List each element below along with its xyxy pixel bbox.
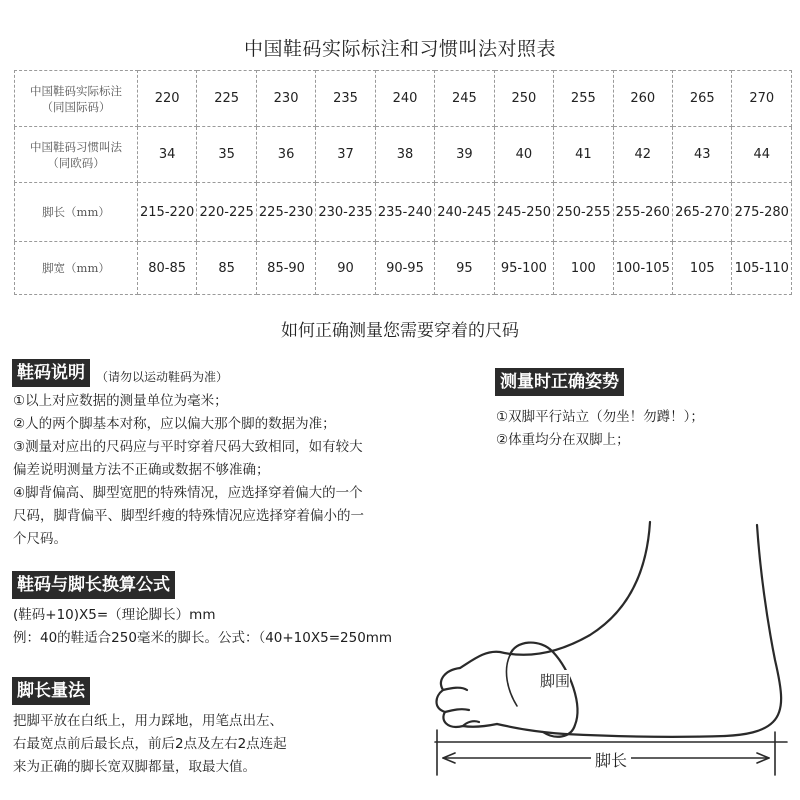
formula-line: (鞋码+10)X5=（理论脚长）mm xyxy=(13,607,216,623)
size-cell: 100-105 xyxy=(613,242,672,295)
row-header-line: （同欧码） xyxy=(47,155,105,170)
size-row xyxy=(15,127,792,183)
size-cell: 275-280 xyxy=(732,183,792,242)
size-note-line: ④脚背偏高、脚型宽肥的特殊情况，应选择穿着偏大的一个 xyxy=(13,485,363,501)
size-chart-table xyxy=(14,70,792,295)
row-header-line: 脚长（mm） xyxy=(42,205,110,219)
size-cell: 90-95 xyxy=(375,242,434,295)
row-header-line: 中国鞋码习惯叫法 xyxy=(29,139,122,154)
size-cell: 105 xyxy=(673,242,732,295)
size-cell: 41 xyxy=(554,127,613,183)
size-cell: 245 xyxy=(435,71,494,127)
formula-heading: 鞋码与脚长换算公式 xyxy=(12,571,175,599)
size-note-line: 尺码，脚背偏平、脚型纤瘦的特殊情况应选择穿着偏小的一 xyxy=(13,508,364,524)
size-cell: 38 xyxy=(375,127,434,183)
size-cell: 265 xyxy=(673,71,732,127)
size-notes-text xyxy=(13,390,364,551)
measure-line: 把脚平放在白纸上，用力踩地，用笔点出左、 xyxy=(13,713,283,729)
size-cell: 235-240 xyxy=(375,183,434,242)
size-cell: 85-90 xyxy=(256,242,315,295)
size-cell: 43 xyxy=(673,127,732,183)
row-header-line: 脚宽（mm） xyxy=(42,261,110,275)
size-cell: 265-270 xyxy=(673,183,732,242)
size-cell: 270 xyxy=(732,71,792,127)
row-header-line: （同国际码） xyxy=(41,99,111,114)
measure-text xyxy=(13,710,287,779)
size-cell: 36 xyxy=(256,127,315,183)
size-cell: 85 xyxy=(197,242,256,295)
size-cell: 40 xyxy=(494,127,553,183)
posture-heading: 测量时正确姿势 xyxy=(495,368,624,396)
size-note-line: 偏差说明测量方法不正确或数据不够准确； xyxy=(13,462,270,478)
measure-heading: 脚长量法 xyxy=(12,677,90,705)
size-cell: 105-110 xyxy=(732,242,792,295)
posture-line: ②体重均分在双脚上； xyxy=(496,432,630,448)
size-note-line: 个尺码。 xyxy=(13,531,67,547)
size-row xyxy=(15,183,792,242)
formula-line: 例：40的鞋适合250毫米的脚长。公式：（40+10X5=250mm xyxy=(13,630,393,646)
size-cell: 80-85 xyxy=(137,242,196,295)
measure-line: 右最宽点前后最长点，前后2点及左右2点连起 xyxy=(13,736,287,752)
size-cell: 225 xyxy=(197,71,256,127)
size-cell: 240 xyxy=(375,71,434,127)
length-label: 脚长 xyxy=(591,748,631,771)
size-note-line: ①以上对应数据的测量单位为毫米； xyxy=(13,393,228,409)
foot-diagram xyxy=(415,510,795,785)
row-header xyxy=(15,71,138,127)
measure-subtitle: 如何正确测量您需要穿着的尺码 xyxy=(281,321,519,341)
size-cell: 250 xyxy=(494,71,553,127)
size-cell: 215-220 xyxy=(137,183,196,242)
size-cell: 255 xyxy=(554,71,613,127)
size-cell: 245-250 xyxy=(494,183,553,242)
size-cell: 44 xyxy=(732,127,792,183)
posture-line: ①双脚平行站立（勿坐！勿蹲！）； xyxy=(496,409,704,425)
size-cell: 240-245 xyxy=(435,183,494,242)
size-notes-note: （请勿以运动鞋码为准） xyxy=(96,370,229,384)
size-note-line: ②人的两个脚基本对称，应以偏大那个脚的数据为准； xyxy=(13,416,336,432)
size-cell: 42 xyxy=(613,127,672,183)
size-cell: 260 xyxy=(613,71,672,127)
size-cell: 34 xyxy=(137,127,196,183)
row-header xyxy=(15,127,138,183)
size-notes-heading: 鞋码说明 xyxy=(12,359,90,387)
size-cell: 100 xyxy=(554,242,613,295)
size-cell: 95-100 xyxy=(494,242,553,295)
posture-text xyxy=(496,406,704,452)
size-cell: 220-225 xyxy=(197,183,256,242)
size-row xyxy=(15,71,792,127)
size-cell: 230 xyxy=(256,71,315,127)
size-cell: 35 xyxy=(197,127,256,183)
row-header-line: 中国鞋码实际标注 xyxy=(29,83,122,98)
size-cell: 235 xyxy=(316,71,375,127)
size-cell: 255-260 xyxy=(613,183,672,242)
formula-text xyxy=(13,604,392,650)
row-header xyxy=(15,242,138,295)
size-cell: 230-235 xyxy=(316,183,375,242)
size-cell: 250-255 xyxy=(554,183,613,242)
size-cell: 39 xyxy=(435,127,494,183)
page-title: 中国鞋码实际标注和习惯叫法对照表 xyxy=(243,38,556,60)
size-row xyxy=(15,242,792,295)
row-header xyxy=(15,183,138,242)
measure-line: 来为正确的脚长宽双脚都量，取最大值。 xyxy=(13,759,256,775)
girth-label: 脚围 xyxy=(540,672,571,690)
size-note-line: ③测量对应出的尺码应与平时穿着尺码大致相同，如有较大 xyxy=(13,439,363,455)
size-cell: 37 xyxy=(316,127,375,183)
size-cell: 225-230 xyxy=(256,183,315,242)
size-cell: 220 xyxy=(137,71,196,127)
size-cell: 95 xyxy=(435,242,494,295)
size-cell: 90 xyxy=(316,242,375,295)
